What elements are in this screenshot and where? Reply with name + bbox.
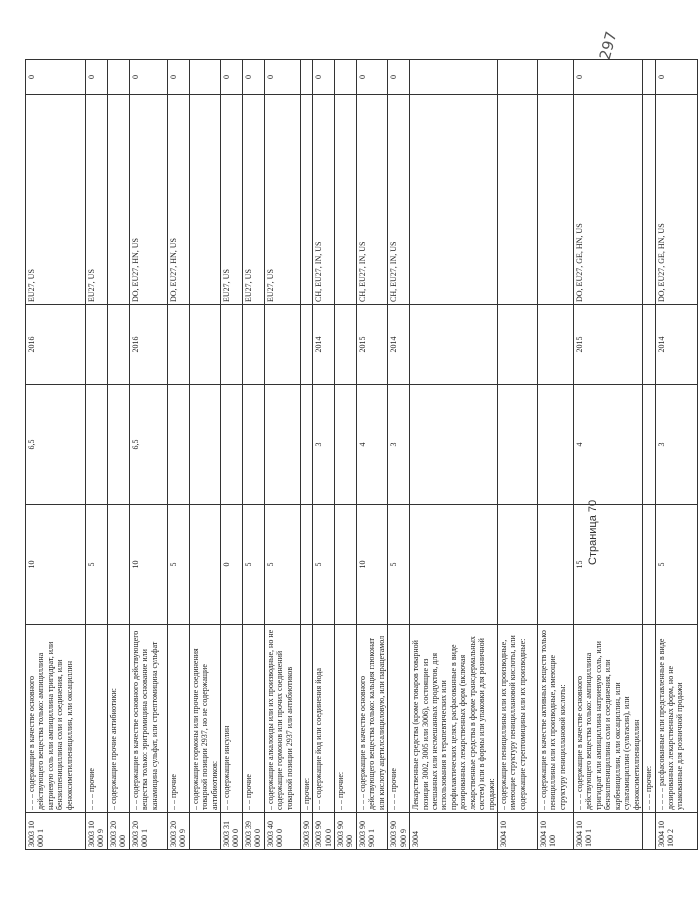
rate-cell: 5 <box>388 505 410 625</box>
last-cell <box>498 60 538 95</box>
reduced-rate-cell <box>538 385 574 505</box>
countries-cell: CH, EU27, IN, US <box>388 95 410 305</box>
last-cell: 0 <box>86 60 108 95</box>
table-row <box>167 60 189 850</box>
description-cell: – содержащие гормоны или прочие соединения товарной позиции 2937, но не содержащие антибиотиков: <box>189 625 220 813</box>
table-row <box>574 60 643 850</box>
rate-cell <box>107 505 129 625</box>
year-cell <box>498 305 538 385</box>
table-row <box>264 60 300 850</box>
table-row <box>356 60 387 850</box>
countries-cell <box>335 95 357 305</box>
code-cell: 3003 39 000 0 <box>242 813 264 850</box>
tariff-table <box>25 59 698 850</box>
last-cell: 0 <box>26 60 86 95</box>
code-cell: 3003 20 000 1 <box>129 813 167 850</box>
year-cell <box>220 305 242 385</box>
last-cell: 0 <box>129 60 167 95</box>
reduced-rate-cell <box>300 385 312 505</box>
countries-cell <box>498 95 538 305</box>
description-cell: – – – прочие <box>388 625 410 813</box>
countries-cell <box>538 95 574 305</box>
description-cell: Лекарственные средства (кроме товаров товарной позиции 3002, 3005 или 3006), состоящие из смешанных или несмешанных продуктов, для использования в терапевтических или профилактических целях, расфасованные в виде дозированных лекарственных форм (включая лекарственные средства в форме трансдермальных систем) или в формы или упаковки для розничной продажи: <box>410 625 498 813</box>
last-cell <box>643 60 655 95</box>
handwritten-page-number: 297 <box>595 29 621 62</box>
table-row <box>300 60 312 850</box>
description-cell: – – прочие: <box>335 625 357 813</box>
rate-cell: 10 <box>26 505 86 625</box>
countries-cell: EU27, US <box>26 95 86 305</box>
description-cell: – – – содержащие в качестве основного действующего вещества только: ампициллина натриевую соль или ампициллина тригидрат, или бензилпенициллина соли и соединения, или феноксиметилпенициллин, или оксациллин <box>26 625 86 813</box>
last-cell: 0 <box>356 60 387 95</box>
page-label: Страница 70 <box>587 499 599 565</box>
countries-cell: DO, EU27, GE, HN, US <box>655 95 697 305</box>
reduced-rate-cell: 3 <box>655 385 697 505</box>
code-cell: 3004 10 100 2 <box>655 813 697 850</box>
countries-cell: EU27, US <box>86 95 108 305</box>
rate-cell: 5 <box>264 505 300 625</box>
code-cell: 3003 90 <box>300 813 312 850</box>
code-cell: 3003 10 000 1 <box>26 813 86 850</box>
countries-cell: EU27, US <box>242 95 264 305</box>
table-row <box>26 60 86 850</box>
code-cell: 3004 <box>410 813 498 850</box>
description-cell: – содержащие пенициллины или их производные, имеющие структуру пенициллановой кислоты, или содержащие стрептомицины или их производные: <box>498 625 538 813</box>
last-cell <box>410 60 498 95</box>
year-cell <box>410 305 498 385</box>
rate-cell: 15 <box>574 505 643 625</box>
year-cell: 2016 <box>26 305 86 385</box>
year-cell <box>107 305 129 385</box>
rate-cell: 5 <box>167 505 189 625</box>
code-cell: 3003 20 000 <box>107 813 129 850</box>
description-cell: – – – содержащие в качестве основного действующего вещества только: ампициллина тригидрат или ампициллина натриевую соль, или бензилпенициллина соли и соединения, или карбенициллин, или оксациллин, или сультамициллин (сультасин), или феноксиметилпенициллин <box>574 625 643 813</box>
last-cell: 0 <box>167 60 189 95</box>
year-cell <box>167 305 189 385</box>
rate-cell <box>300 505 312 625</box>
code-cell: 3004 10 100 1 <box>574 813 643 850</box>
reduced-rate-cell <box>643 385 655 505</box>
last-cell <box>335 60 357 95</box>
description-cell: – – – прочие: <box>643 625 655 813</box>
countries-cell <box>107 95 129 305</box>
rate-cell <box>335 505 357 625</box>
last-cell: 0 <box>242 60 264 95</box>
rate-cell: 10 <box>356 505 387 625</box>
code-cell: 3003 90 900 9 <box>388 813 410 850</box>
year-cell: 2015 <box>356 305 387 385</box>
description-cell: – – содержащие в качестве основного действующего вещества только: эритромицина основание или канамицина сульфат, или стрептомицина сульфат <box>129 625 167 813</box>
countries-cell: DO, EU27, HN, US <box>129 95 167 305</box>
year-cell <box>335 305 357 385</box>
year-cell: 2014 <box>655 305 697 385</box>
countries-cell <box>410 95 498 305</box>
description-cell: – – прочие <box>167 625 189 813</box>
table-row <box>335 60 357 850</box>
description-cell: – содержащие алкалоиды или их производные, но не содержащие гормонов или прочих соединений товарной позиции 2937 или антибиотиков <box>264 625 300 813</box>
rate-cell: 5 <box>313 505 335 625</box>
year-cell <box>242 305 264 385</box>
reduced-rate-cell <box>107 385 129 505</box>
reduced-rate-cell <box>86 385 108 505</box>
description-cell: – – – содержащие в качестве основного действующего вещества только: кальция глюконат или кислоту ацетилсалициловую, или парацетамол <box>356 625 387 813</box>
code-cell: 3003 40 000 0 <box>264 813 300 850</box>
rate-cell <box>410 505 498 625</box>
code-cell: 3003 10 000 9 <box>86 813 108 850</box>
rate-cell: 5 <box>86 505 108 625</box>
table-row <box>410 60 498 850</box>
rate-cell: 0 <box>220 505 242 625</box>
reduced-rate-cell: 4 <box>574 385 643 505</box>
countries-cell <box>189 95 220 305</box>
year-cell <box>538 305 574 385</box>
countries-cell: CH, EU27, IN, US <box>356 95 387 305</box>
code-cell <box>643 813 655 850</box>
countries-cell: CH, EU27, IN, US <box>313 95 335 305</box>
reduced-rate-cell <box>264 385 300 505</box>
last-cell <box>538 60 574 95</box>
description-cell: – – – – расфасованные или представленные в виде дозированных лекарственных форм, но не упакованные для розничной продажи <box>655 625 697 813</box>
last-cell: 0 <box>313 60 335 95</box>
table-row <box>220 60 242 850</box>
reduced-rate-cell <box>220 385 242 505</box>
reduced-rate-cell <box>410 385 498 505</box>
rate-cell: 5 <box>655 505 697 625</box>
table-row <box>498 60 538 850</box>
rate-cell <box>538 505 574 625</box>
code-cell: 3003 90 100 0 <box>313 813 335 850</box>
description-cell: – содержащие прочие антибиотики: <box>107 625 129 813</box>
rate-cell: 5 <box>242 505 264 625</box>
last-cell: 0 <box>388 60 410 95</box>
year-cell: 2014 <box>313 305 335 385</box>
code-cell <box>189 813 220 850</box>
year-cell <box>189 305 220 385</box>
last-cell: 0 <box>655 60 697 95</box>
description-cell: – – прочие <box>242 625 264 813</box>
year-cell <box>264 305 300 385</box>
code-cell: 3003 31 000 0 <box>220 813 242 850</box>
code-cell: 3003 90 900 1 <box>356 813 387 850</box>
reduced-rate-cell: 6,5 <box>129 385 167 505</box>
code-cell: 3004 10 100 <box>538 813 574 850</box>
reduced-rate-cell: 4 <box>356 385 387 505</box>
description-cell: – – – прочие <box>86 625 108 813</box>
countries-cell: DO, EU27, GE, HN, US <box>574 95 643 305</box>
rate-cell: 10 <box>129 505 167 625</box>
table-row <box>86 60 108 850</box>
countries-cell <box>643 95 655 305</box>
table-row <box>313 60 335 850</box>
code-cell: 3003 20 000 9 <box>167 813 189 850</box>
reduced-rate-cell <box>167 385 189 505</box>
rate-cell <box>498 505 538 625</box>
reduced-rate-cell <box>498 385 538 505</box>
year-cell: 2014 <box>388 305 410 385</box>
code-cell: 3004 10 <box>498 813 538 850</box>
last-cell: 0 <box>264 60 300 95</box>
countries-cell: EU27, US <box>264 95 300 305</box>
table-row <box>189 60 220 850</box>
code-cell: 3003 90 900 <box>335 813 357 850</box>
reduced-rate-cell <box>335 385 357 505</box>
last-cell <box>300 60 312 95</box>
last-cell <box>107 60 129 95</box>
description-cell: – – содержащие инсулин <box>220 625 242 813</box>
description-cell: – прочие: <box>300 625 312 813</box>
rate-cell <box>643 505 655 625</box>
table-row <box>655 60 697 850</box>
countries-cell: EU27, US <box>220 95 242 305</box>
year-cell <box>643 305 655 385</box>
countries-cell <box>300 95 312 305</box>
description-cell: – – содержащие йод или соединения йода <box>313 625 335 813</box>
table-row <box>643 60 655 850</box>
year-cell <box>300 305 312 385</box>
page-footer <box>585 470 605 570</box>
reduced-rate-cell <box>189 385 220 505</box>
reduced-rate-cell: 3 <box>388 385 410 505</box>
reduced-rate-cell: 3 <box>313 385 335 505</box>
table-row <box>538 60 574 850</box>
year-cell <box>86 305 108 385</box>
countries-cell: DO, EU27, HN, US <box>167 95 189 305</box>
last-cell: 0 <box>220 60 242 95</box>
reduced-rate-cell <box>242 385 264 505</box>
year-cell: 2016 <box>129 305 167 385</box>
last-cell <box>189 60 220 95</box>
table-row <box>242 60 264 850</box>
year-cell: 2015 <box>574 305 643 385</box>
reduced-rate-cell: 6,5 <box>26 385 86 505</box>
table-row <box>388 60 410 850</box>
last-cell: 0 <box>574 60 643 95</box>
description-cell: – – содержащие в качестве активных веществ только пенициллины или их производные, имеющие структуру пенициллановой кислоты: <box>538 625 574 813</box>
table-row <box>107 60 129 850</box>
table-row <box>129 60 167 850</box>
rate-cell <box>189 505 220 625</box>
